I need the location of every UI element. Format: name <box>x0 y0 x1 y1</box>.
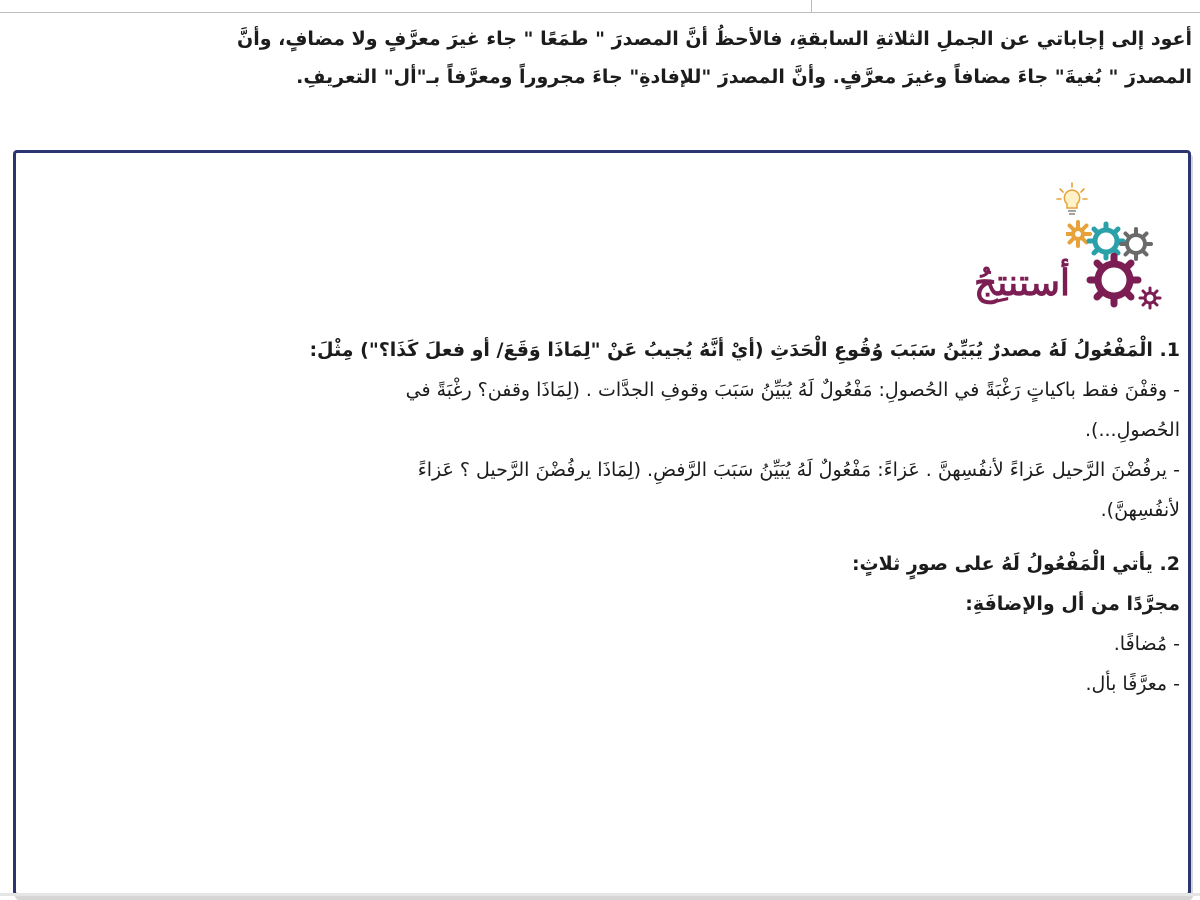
point-1-heading <box>35 330 1180 370</box>
table-cell-divider <box>811 0 812 12</box>
intro-paragraph <box>20 20 1192 96</box>
example-2-line-1: - يرفُضْنَ الرَّحيل عَزاءً لأنفُسِهنَّ . عَزاءً: مَفْعُولٌ لَهُ يُبَيِّنُ سَبَبَ الرَّفضِ. (لِمَاذَا يرفُضْنَ الرَّحيل ؟ عَزاءً <box>417 459 1180 481</box>
point-2-heading-text: يأتي الْمَفْعُولُ لَهُ على صورٍ ثلاثٍ: <box>851 553 1153 575</box>
panel-title: أستنتِجُ <box>974 262 1070 304</box>
point-1-heading-text: الْمَفْعُولُ لَهُ مصدرٌ يُبَيِّنُ سَبَبَ وُقُوعِ الْحَدَثِ (أيْ أنَّهُ يُجيبُ عَنْ "لِمَاذَا وَقَعَ/ أو فعلَ كَذَا؟") مِثْلَ: <box>309 339 1153 361</box>
page-bottom-edge <box>0 893 1200 896</box>
panel-content <box>35 330 1180 704</box>
example-1-line-2: الحُصولِ...). <box>1085 419 1180 441</box>
point-2-heading <box>35 544 1180 584</box>
example-1-line-1: - وقفْنَ فقط باكياتٍ رَغْبَةً في الحُصولِ: مَفْعُولٌ لَهُ يُبَيِّنُ سَبَبَ وقوفِ الجدَّات . (لِمَاذَا وقفن؟ رغْبَةً في <box>405 379 1180 401</box>
form-1: مجرَّدًا من أل والإضافَةِ: <box>965 593 1180 615</box>
top-table-edge <box>0 0 1200 13</box>
lightbulb-icon <box>1054 181 1090 217</box>
gears-icon <box>1066 216 1166 316</box>
form-2: - مُضافًا. <box>1113 633 1180 655</box>
intro-line-1: أعود إلى إجاباتي عن الجملِ الثلاثةِ السابقةِ، فالأحظُ أنَّ المصدرَ " طمَعًا " جاء غيرَ معرَّفٍ ولا مضافٍ، وأنَّ <box>236 28 1192 50</box>
intro-line-2: المصدرَ " بُغيةَ" جاءَ مضافاً وغيرَ معرَّفٍ. وأنَّ المصدرَ "للإفادةِ" جاءَ مجروراً ومعرَّفاً بـ"أل" التعريفِ. <box>296 66 1192 88</box>
point-1-number: 1. <box>1159 339 1180 361</box>
point-2-number: 2. <box>1159 553 1180 575</box>
example-2-line-2: لأنفُسِهنَّ). <box>1100 499 1180 521</box>
form-3: - معرَّفًا بأل. <box>1085 673 1180 695</box>
